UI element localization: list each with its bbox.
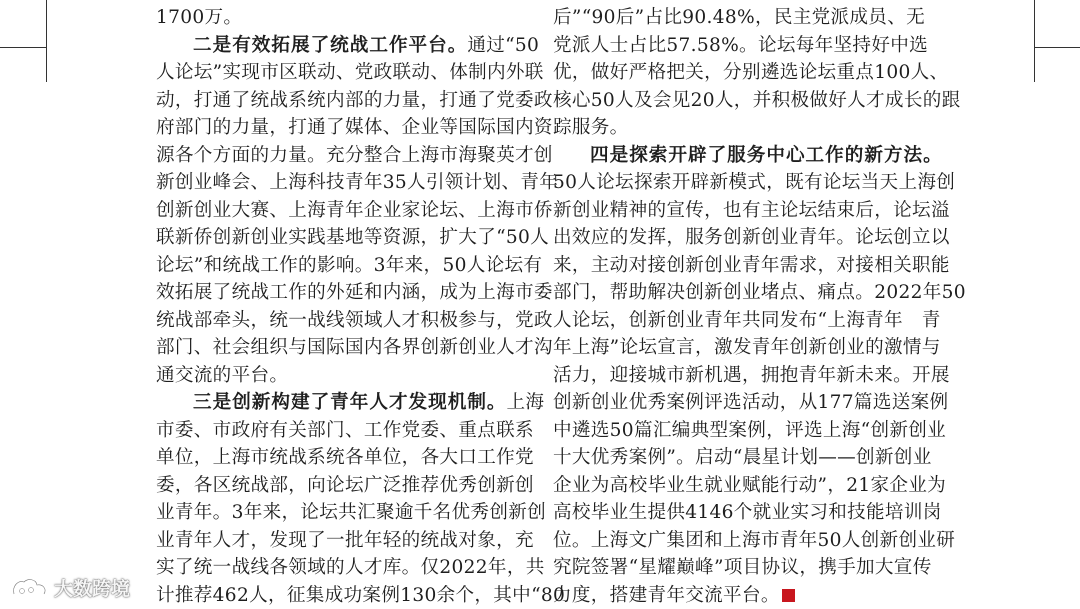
line-text: 委，各区统战部，向论坛广泛推荐优秀创新创 (156, 474, 534, 496)
paragraph-line (553, 499, 942, 527)
paragraph-line (553, 444, 932, 472)
section-heading: 四是探索开辟了服务中心工作的新方法。 (590, 144, 943, 166)
paragraph-line (553, 279, 966, 307)
line-text: 单位，上海市统战系统各单位，各大口工作党 (156, 447, 534, 468)
paragraph-line (553, 142, 943, 170)
line-text: 部门，帮助解决创新创业堵点、痛点。2022年50 (553, 282, 966, 303)
paragraph-line (553, 224, 950, 252)
paragraph-line (553, 554, 932, 582)
paragraph-line (156, 59, 544, 87)
paragraph-line (553, 527, 956, 555)
line-text: 究院签署“星耀巅峰”项目协议，携手加大宣传 (553, 557, 932, 578)
line-text: 论坛”和统战工作的影响。3年来，50人论坛有 (156, 254, 543, 276)
paragraph-line (553, 32, 928, 60)
paragraph-line (156, 279, 553, 307)
line-text: 人论坛”实现市区联动、党政联动、体制内外联 (156, 62, 544, 83)
paragraph-line (156, 472, 534, 500)
line-text: 核心50人及会见20人，并积极做好人才成长的跟 (553, 89, 961, 111)
line-text: 计推荐462人，征集成功案例130余个，其中“80 (156, 584, 566, 606)
paragraph-line (553, 362, 950, 390)
watermark (10, 574, 130, 601)
crop-mark (0, 47, 46, 48)
paragraph-line (553, 197, 950, 225)
article-right-column (553, 4, 966, 609)
paragraph-line (553, 389, 949, 417)
line-text: 力度，搭建青年交流平台。 (553, 584, 780, 606)
paragraph-line (553, 4, 925, 32)
paragraph-line (553, 307, 941, 335)
paragraph-line (156, 114, 553, 142)
line-text: 踪服务。 (553, 117, 629, 138)
line-text: 优，做好严格把关，分别遴选论坛重点100人、 (553, 62, 949, 83)
article-left-column (156, 4, 566, 609)
paragraph-line (156, 32, 540, 60)
watermark-text: 大数跨境 (54, 578, 131, 600)
line-text: 统战部牵头，统一战线领域人才积极参与，党政 (156, 309, 553, 331)
line-text: 新创业峰会、上海科技青年35人引领计划、青年 (156, 172, 559, 193)
line-text: 位。上海文广集团和上海市青年50人创新创业研 (553, 529, 956, 551)
line-text: 中遴选50篇汇编典型案例，评选上海“创新创业 (553, 419, 947, 441)
line-text: 新创业精神的宣传，也有主论坛结束后，论坛溢 (553, 199, 950, 221)
section-heading: 三是创新构建了青年人才发现机制。 (193, 392, 507, 413)
paragraph-line (553, 472, 947, 500)
paragraph-line (553, 334, 941, 362)
line-text: 府部门的力量，打通了媒体、企业等国际国内资 (156, 117, 553, 138)
paragraph-line (156, 224, 550, 252)
line-text: 业青年人才，发现了一批年轻的统战对象，充 (156, 529, 534, 551)
brand-logo-icon (10, 576, 50, 600)
paragraph-line (156, 499, 547, 527)
paragraph-line (156, 417, 534, 445)
paragraph-line (156, 334, 553, 362)
paragraph-line (156, 142, 553, 170)
line-text: 年上海”论坛宣言，激发青年创新创业的激情与 (553, 337, 941, 358)
paragraph-line (156, 307, 553, 335)
line-text: 50人论坛探索开辟新模式，既有论坛当天上海创 (553, 172, 956, 193)
line-text: 党派人士占比57.58%。论坛每年坚持好中选 (553, 34, 928, 56)
paragraph-line (156, 527, 534, 555)
section-heading: 二是有效拓展了统战工作平台。 (193, 34, 468, 56)
crop-mark (1034, 47, 1080, 48)
paragraph-line (156, 87, 553, 115)
paragraph-line (156, 554, 545, 582)
paragraph-line (553, 169, 956, 197)
heading-trailing-text: 上海 (506, 392, 545, 413)
paragraph-line (553, 59, 949, 87)
crop-mark (1034, 0, 1035, 82)
paragraph-line (553, 114, 925, 142)
line-text: 通交流的平台。 (156, 364, 289, 386)
line-text: 活力，迎接城市新机遇，拥抱青年新未来。开展 (553, 364, 950, 386)
paragraph-line (553, 582, 925, 609)
paragraph-line (156, 169, 559, 197)
line-text: 企业为高校毕业生就业赋能行动”，21家企业为 (553, 474, 947, 496)
paragraph-line (553, 252, 950, 280)
paragraph-line (553, 87, 961, 115)
end-mark-icon (782, 589, 795, 602)
heading-trailing-text: 通过“50 (467, 34, 540, 56)
line-text: 动，打通了统战系统内部的力量，打通了党委政 (156, 89, 553, 111)
line-text: 十大优秀案例”。启动“晨星计划——创新创业 (553, 447, 932, 468)
paragraph-line (156, 444, 534, 472)
line-text: 创新创业优秀案例评选活动，从177篇选送案例 (553, 392, 949, 413)
paragraph-line (156, 362, 528, 390)
line-text: 联新侨创新创业实践基地等资源，扩大了“50人 (156, 227, 550, 248)
paragraph-line (553, 417, 947, 445)
paragraph-line (156, 197, 553, 225)
line-text: 业青年。3年来，论坛共汇聚逾千名优秀创新创 (156, 502, 547, 523)
line-text: 市委、市政府有关部门、工作党委、重点联系 (156, 419, 534, 441)
paragraph-line (156, 582, 566, 609)
paragraph-line (156, 252, 543, 280)
line-text: 1700万。 (156, 7, 243, 28)
line-text: 实了统一战线各领域的人才库。仅2022年，共 (156, 557, 545, 578)
line-text: 创新创业大赛、上海青年企业家论坛、上海市侨 (156, 199, 553, 221)
line-text: 效拓展了统战工作的外延和内涵，成为上海市委 (156, 282, 553, 303)
line-text: 高校毕业生提供4146个就业实习和技能培训岗 (553, 502, 942, 523)
paragraph-line (156, 389, 545, 417)
line-text: 来，主动对接创新创业青年需求，对接相关职能 (553, 254, 950, 276)
line-text: 源各个方面的力量。充分整合上海市海聚英才创 (156, 144, 553, 166)
line-text: 部门、社会组织与国际国内各界创新创业人才沟 (156, 337, 553, 358)
line-text: 出效应的发挥，服务创新创业青年。论坛创立以 (553, 227, 950, 248)
crop-mark (46, 0, 47, 82)
paragraph-line (156, 4, 528, 32)
line-text: 人论坛，创新创业青年共同发布“上海青年 青 (553, 309, 941, 331)
line-text: 后”“90后”占比90.48%，民主党派成员、无 (553, 7, 925, 28)
